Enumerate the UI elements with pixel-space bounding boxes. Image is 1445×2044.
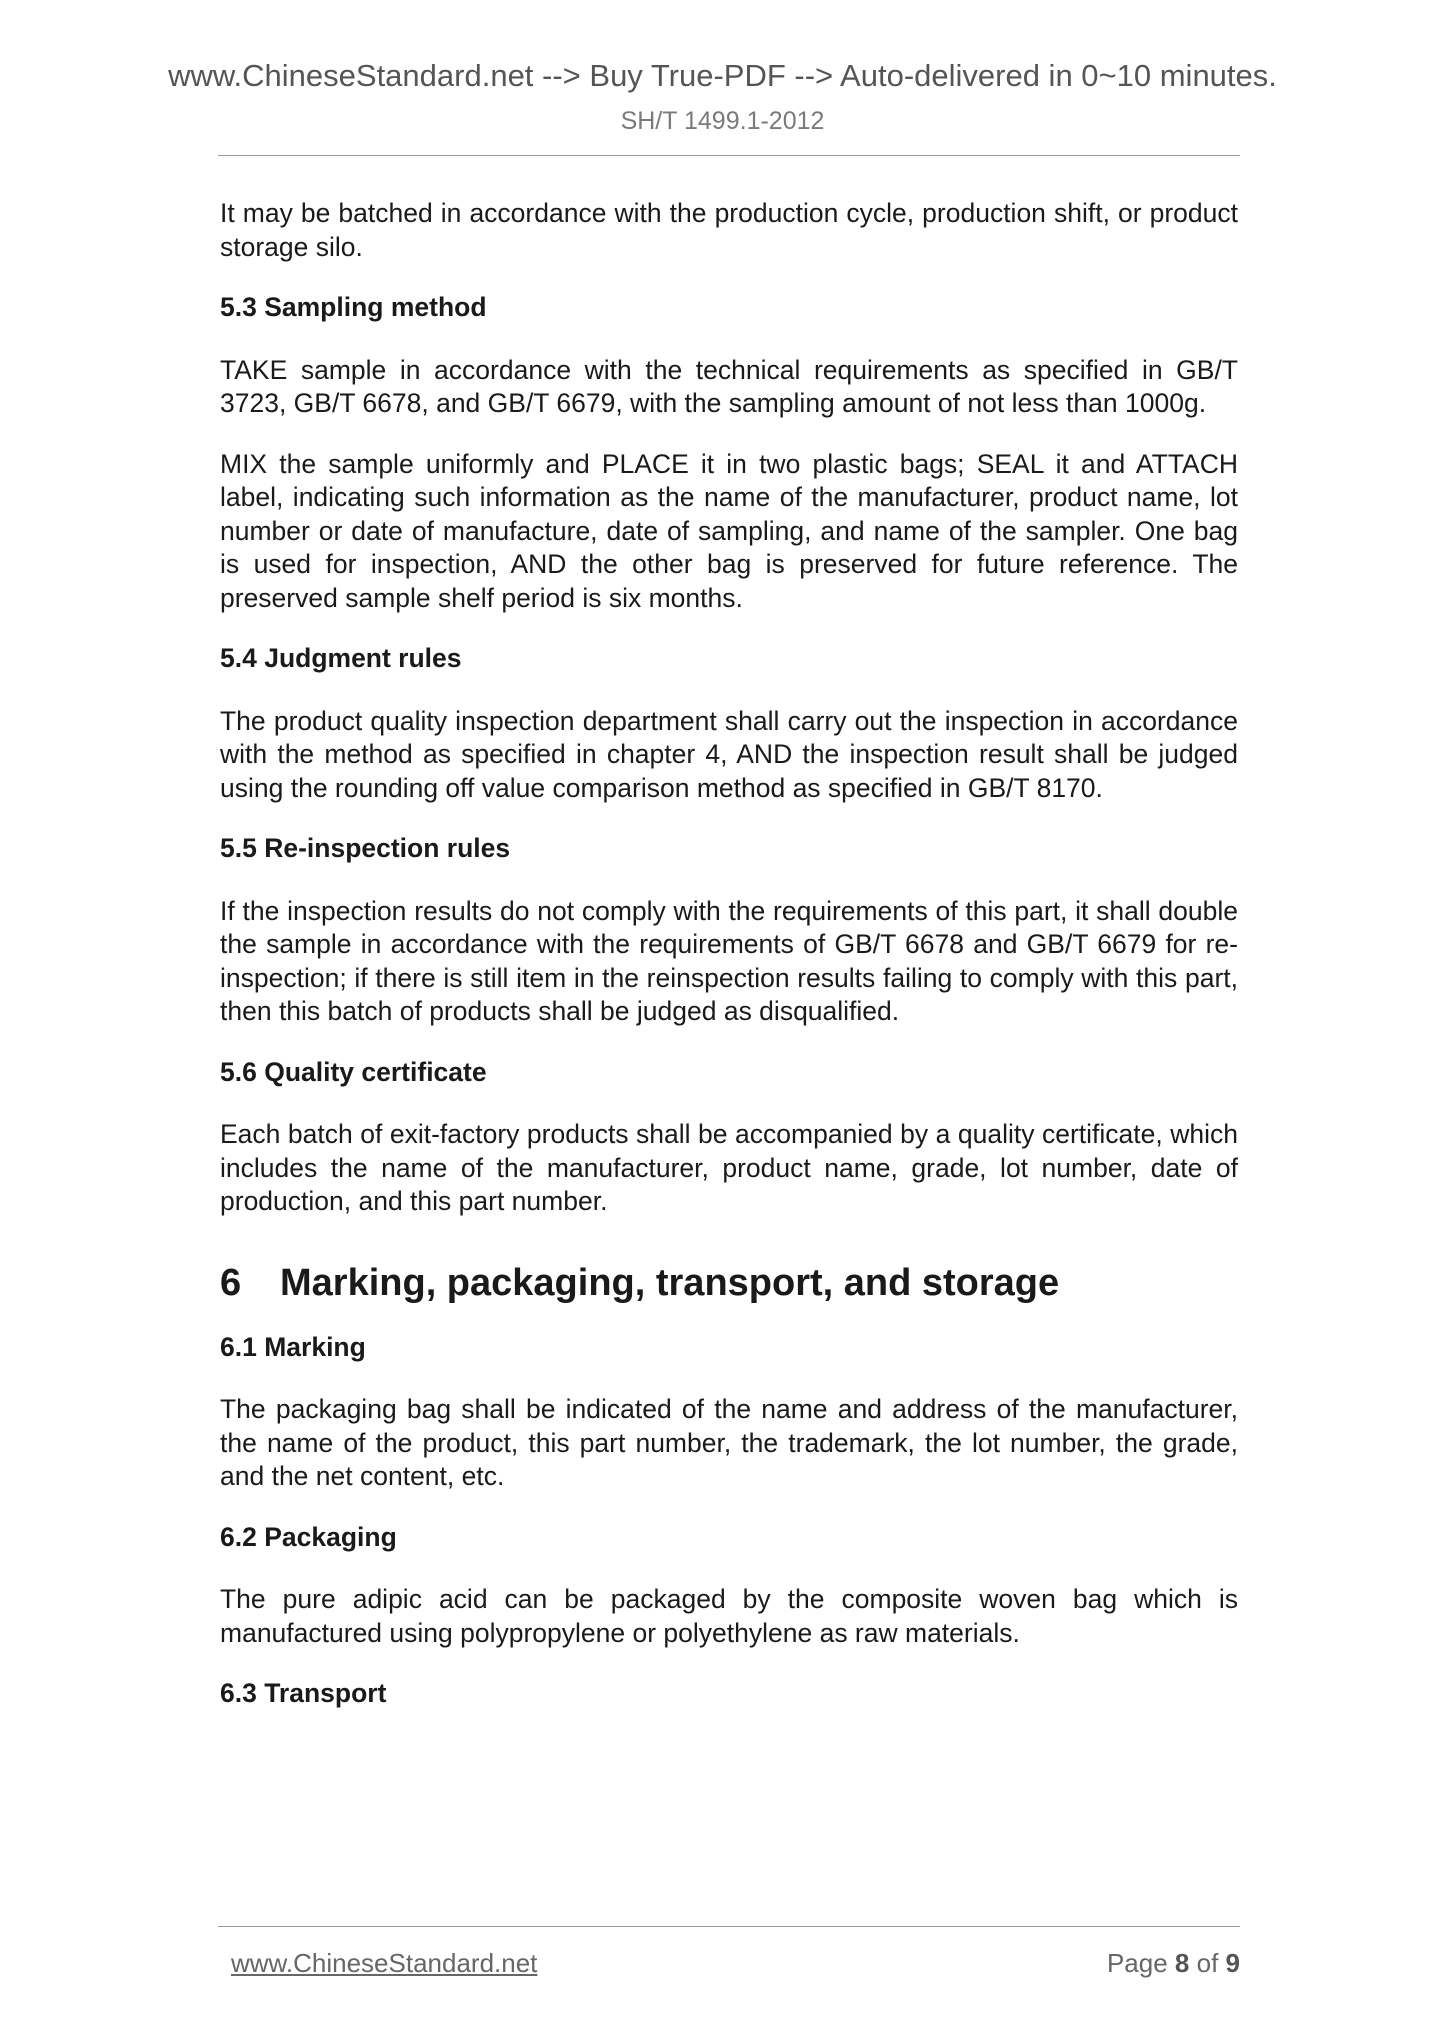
paragraph-5-3-sampling: TAKE sample in accordance with the technical requirements as specified in GB/T 3723, GB/T 6678, and GB/T 6679, with the sampling amount of not less than 1000g. (220, 354, 1238, 418)
paragraph-6-1: The packaging bag shall be indicated of the name and address of the manufacturer, the name of the product, this part number, the trademark, the lot number, the grade, and the net content, etc. (220, 1394, 1238, 1491)
paragraph-batching: It may be batched in accordance with the production cycle, production shift, or product storage silo. (220, 198, 1238, 262)
heading-5-3: 5.3 Sampling method (220, 292, 487, 322)
heading-5-4: 5.4 Judgment rules (220, 643, 462, 673)
page-content (220, 197, 1238, 1740)
chapter-title: Marking, packaging, transport, and storage (280, 1261, 1060, 1304)
paragraph-6-2: The pure adipic acid can be packaged by the composite woven bag which is manufactured using polypropylene or polyethylene as raw materials. (220, 1584, 1238, 1648)
paragraph-5-4: The product quality inspection department shall carry out the inspection in accordance with the method as specified in chapter 4, AND the inspection result shall be judged using the rounding off value comparison method as specified in GB/T 8170. (220, 705, 1238, 803)
heading-6-1: 6.1 Marking (220, 1331, 366, 1362)
page-indicator (1107, 1948, 1240, 1978)
chapter-number: 6 (220, 1261, 242, 1304)
heading-5-5: 5.5 Re-inspection rules (220, 833, 511, 863)
heading-chapter-6 (220, 1261, 1238, 1305)
page-current: 8 (1174, 1948, 1190, 1978)
header-divider (218, 155, 1240, 156)
footer-website-link[interactable]: www.ChineseStandard.net (231, 1948, 538, 1978)
heading-6-2: 6.2 Packaging (220, 1521, 397, 1552)
page-total: 9 (1225, 1948, 1240, 1978)
page-of: of (1196, 1948, 1219, 1978)
heading-6-3: 6.3 Transport (220, 1678, 387, 1708)
page-label: Page (1106, 1948, 1168, 1978)
paragraph-5-3-mixing: MIX the sample uniformly and PLACE it in two plastic bags; SEAL it and ATTACH label, indicating such information as the name of the manufacturer, product name, lot number or date of manufacture, date of sampling, and name of the sampler. One bag is used for inspection, AND the other bag is preserved for future reference. The preserved sample shelf period is six months. (220, 448, 1238, 613)
header-banner-link[interactable]: www.ChineseStandard.net --> Buy True-PDF --> Auto-delivered in 0~10 minutes. (168, 58, 1277, 93)
footer-divider (218, 1926, 1240, 1927)
paragraph-5-6: Each batch of exit-factory products shall be accompanied by a quality certificate, which includes the name of the manufacturer, product name, grade, lot number, date of production, and this part number. (220, 1119, 1238, 1216)
heading-5-6: 5.6 Quality certificate (220, 1056, 487, 1087)
document-code: SH/T 1499.1-2012 (620, 107, 825, 135)
paragraph-5-5: If the inspection results do not comply with the requirements of this part, it shall double the sample in accordance with the requirements of GB/T 6678 and GB/T 6679 for re-inspection; if there is still item in the reinspection results failing to comply with this part, then this batch of products shall be judged as disqualified. (220, 895, 1238, 1026)
